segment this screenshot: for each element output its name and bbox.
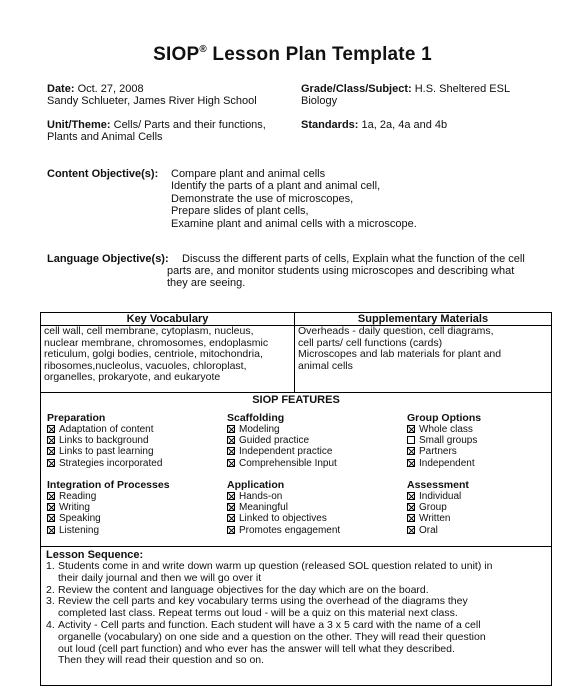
siop-item-label: Partners <box>419 446 457 458</box>
language-objective-line1: Discuss the different parts of cells, Explain what the function of the cell <box>182 253 525 265</box>
siop-item-label: Comprehensible Input <box>239 457 337 469</box>
content-objectives <box>171 168 417 230</box>
checked-box-icon[interactable] <box>227 492 235 500</box>
lesson-sequence-header: Lesson Sequence: <box>46 549 144 561</box>
materials-cell <box>295 313 552 326</box>
siop-item[interactable] <box>227 491 340 502</box>
checked-box-icon[interactable] <box>407 526 415 534</box>
siop-item-label: Whole class <box>419 424 473 435</box>
siop-group <box>47 479 170 536</box>
vocab-header: Key Vocabulary <box>126 313 209 325</box>
siop-group <box>407 412 481 469</box>
siop-item[interactable] <box>227 424 337 435</box>
language-objective-line2: parts are, and monitor students using microscopes and describing what <box>167 265 515 277</box>
siop-item[interactable] <box>47 435 162 446</box>
siop-item[interactable] <box>227 446 337 457</box>
siop-item[interactable] <box>407 424 481 435</box>
language-objectives-label: Language Objective(s): <box>47 253 169 265</box>
materials-list <box>295 326 552 393</box>
checked-box-icon[interactable] <box>47 447 55 455</box>
lesson-step-line: out loud (cell part function) and who ever has the answer will tell what they described. <box>58 642 455 655</box>
siop-item-label: Links to past learning <box>59 446 154 458</box>
lesson-step-line: 2. Review the content and language objectives for the day which are on the board. <box>46 583 429 596</box>
siop-item[interactable] <box>47 502 170 513</box>
content-objective-line: Prepare slides of plant cells, <box>171 205 309 218</box>
vocab-cell <box>41 313 295 326</box>
lesson-step-line: 4. Activity - Cell parts and function. Each student will have a 3 x 5 card with the name of a cell <box>46 618 481 631</box>
siop-item[interactable] <box>407 435 481 446</box>
checked-box-icon[interactable] <box>227 514 235 522</box>
materials-line: Overheads - daily question, cell diagrams, <box>298 325 494 337</box>
lesson-step-number: 2. <box>46 583 55 596</box>
checked-box-icon[interactable] <box>227 436 235 444</box>
lesson-step-line: completed last class. Repeat terms out loud - will be a quiz on this material next class. <box>58 607 458 620</box>
siop-item-label: Speaking <box>59 513 101 525</box>
page-title: SIOP® Lesson Plan Template 1 <box>153 44 432 65</box>
empty-box-icon[interactable] <box>407 436 415 444</box>
materials-header: Supplementary Materials <box>357 313 489 325</box>
checked-box-icon[interactable] <box>47 492 55 500</box>
siop-item[interactable] <box>227 502 340 513</box>
siop-item[interactable] <box>227 458 337 469</box>
siop-item-label: Adaptation of content <box>59 424 154 435</box>
checked-box-icon[interactable] <box>227 447 235 455</box>
vocab-list <box>41 326 295 393</box>
materials-line: cell parts/ cell functions (cards) <box>298 336 443 349</box>
checked-box-icon[interactable] <box>407 492 415 500</box>
siop-item-label: Independent practice <box>239 446 333 458</box>
siop-item[interactable] <box>227 513 340 524</box>
siop-item-label: Writing <box>59 502 90 514</box>
checked-box-icon[interactable] <box>47 503 55 511</box>
siop-item-label: Links to background <box>59 435 149 447</box>
siop-item[interactable] <box>227 525 340 536</box>
lesson-step-number: 1. <box>46 560 55 572</box>
vocab-line: nuclear membrane, chromosomes, endoplasmic <box>44 336 269 349</box>
lesson-step <box>46 620 548 667</box>
siop-features <box>41 393 552 547</box>
vocab-line: reticulum, golgi bodies, centriole, mitochondria, <box>44 348 263 361</box>
siop-item[interactable] <box>47 424 162 435</box>
unit-theme: Unit/Theme: Cells/ Parts and their functions, <box>47 119 266 131</box>
siop-item-label: Reading <box>59 491 97 502</box>
siop-group-title: Scaffolding <box>227 412 285 424</box>
lesson-step-line: 1. Students come in and write down warm up question (released SOL question related to unit) in <box>46 560 493 572</box>
siop-item[interactable] <box>47 458 162 469</box>
vocab-line: organelles, prokaryote, and eukaryote <box>44 371 221 384</box>
siop-grid <box>41 406 551 546</box>
siop-group-title: Preparation <box>47 412 106 424</box>
lesson-table <box>40 312 552 686</box>
checked-box-icon[interactable] <box>407 514 415 522</box>
siop-group <box>227 479 340 536</box>
subject-cont: Biology <box>301 95 338 107</box>
siop-item-label: Individual <box>419 491 462 502</box>
lesson-step-line: 3. Review the cell parts and key vocabulary terms using the overhead of the diagrams they <box>46 595 468 608</box>
lesson-step-line: their daily journal and then we will go over it <box>58 571 262 584</box>
lesson-step-number: 3. <box>46 595 55 608</box>
siop-item-label: Independent <box>419 457 475 469</box>
siop-item-label: Meaningful <box>239 502 288 514</box>
siop-item-label: Small groups <box>419 435 478 447</box>
siop-item-label: Linked to objectives <box>239 513 327 525</box>
siop-item[interactable] <box>47 513 170 524</box>
siop-item-label: Strategies incorporated <box>59 457 163 469</box>
lesson-step <box>46 561 548 585</box>
siop-item-label: Written <box>419 513 451 525</box>
language-objective-line3: they are seeing. <box>167 277 246 289</box>
siop-item[interactable] <box>407 446 481 457</box>
vocab-line: cell wall, cell membrane, cytoplasm, nucleus, <box>44 325 254 337</box>
siop-item[interactable] <box>227 435 337 446</box>
siop-group-title: Application <box>227 479 285 491</box>
lesson-step-line: organelle (vocabulary) on one side and a question on the other. They will read their question <box>58 630 486 643</box>
lesson-step-number: 4. <box>46 618 55 631</box>
checked-box-icon[interactable] <box>47 526 55 534</box>
siop-item-label: Promotes engagement <box>239 524 341 536</box>
checked-box-icon[interactable] <box>227 459 235 467</box>
content-objective-line: Compare plant and animal cells <box>171 168 326 180</box>
siop-item-label: Oral <box>419 524 438 536</box>
siop-group <box>407 479 469 536</box>
siop-item-label: Modeling <box>239 424 280 435</box>
siop-item[interactable] <box>407 502 469 513</box>
siop-group-title: Group Options <box>407 412 482 424</box>
siop-item[interactable] <box>407 525 469 536</box>
checked-box-icon[interactable] <box>47 436 55 444</box>
siop-group-title: Assessment <box>407 479 469 491</box>
content-objectives-label: Content Objective(s): <box>47 168 159 180</box>
siop-group <box>47 412 162 469</box>
siop-group <box>227 412 337 469</box>
lesson-sequence <box>41 547 552 686</box>
siop-item-label: Listening <box>59 524 100 536</box>
date-field: Date: Oct. 27, 2008 <box>47 83 144 95</box>
grade-class-subject: Grade/Class/Subject: H.S. Sheltered ESL <box>301 83 511 95</box>
siop-item[interactable] <box>47 491 170 502</box>
checked-box-icon[interactable] <box>407 447 415 455</box>
lesson-sequence-list <box>46 561 548 667</box>
lesson-step <box>46 596 548 620</box>
materials-line: animal cells <box>298 359 353 372</box>
siop-item[interactable] <box>47 525 170 536</box>
checked-box-icon[interactable] <box>47 425 55 433</box>
content-objective-line: Identify the parts of a plant and animal cell, <box>171 180 381 193</box>
vocab-line: ribosomes,nucleolus, vacuoles, chloroplast, <box>44 359 247 372</box>
checked-box-icon[interactable] <box>227 526 235 534</box>
siop-item[interactable] <box>407 458 481 469</box>
checked-box-icon[interactable] <box>407 503 415 511</box>
checked-box-icon[interactable] <box>407 425 415 433</box>
checked-box-icon[interactable] <box>227 503 235 511</box>
siop-item[interactable] <box>407 491 469 502</box>
lesson-step-line: Then they will read their question and so on. <box>58 654 265 667</box>
materials-line: Microscopes and lab materials for plant and <box>298 348 502 361</box>
siop-item-label: Guided practice <box>239 435 310 447</box>
siop-header: SIOP FEATURES <box>252 394 340 406</box>
siop-group-title: Integration of Processes <box>47 479 170 491</box>
siop-item-label: Group <box>419 502 447 514</box>
siop-item[interactable] <box>407 513 469 524</box>
checked-box-icon[interactable] <box>407 459 415 467</box>
unit-theme-cont: Plants and Animal Cells <box>47 131 163 143</box>
checked-box-icon[interactable] <box>47 514 55 522</box>
siop-item[interactable] <box>47 446 162 457</box>
checked-box-icon[interactable] <box>47 459 55 467</box>
siop-item-label: Hands-on <box>239 491 283 502</box>
content-objective-line: Demonstrate the use of microscopes, <box>171 192 354 205</box>
teacher-school: Sandy Schlueter, James River High School <box>47 95 257 107</box>
standards: Standards: 1a, 2a, 4a and 4b <box>301 119 448 131</box>
content-objective-line: Examine plant and animal cells with a microscope. <box>171 217 417 230</box>
checked-box-icon[interactable] <box>227 425 235 433</box>
